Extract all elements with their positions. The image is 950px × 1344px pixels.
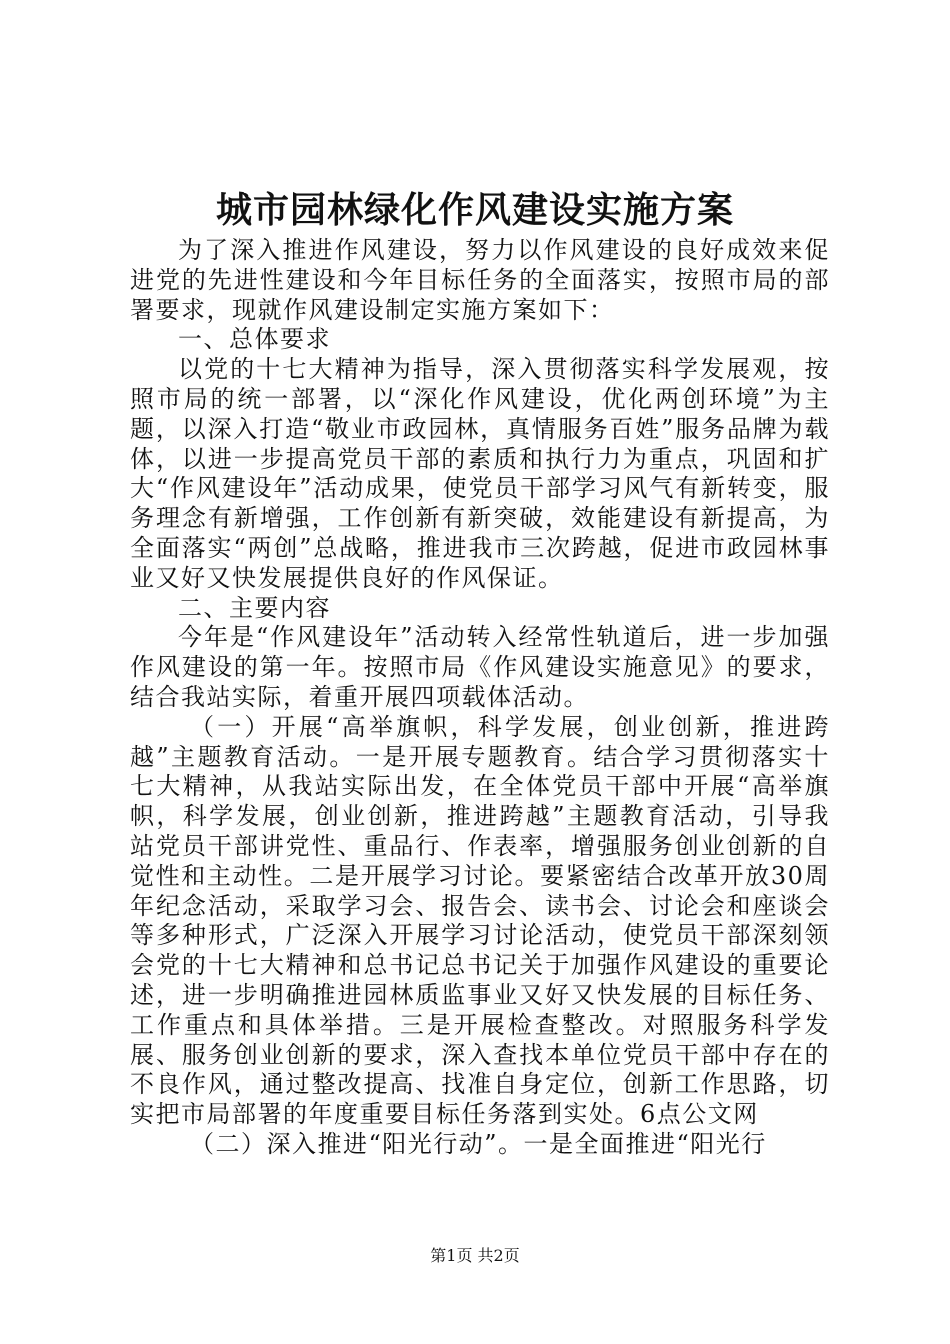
general-requirements-paragraph: 以党的十七大精神为指导，深入贯彻落实科学发展观，按照市局的统一部署，以“深化作风建设，优化两创环境”为主题，以深入打造“敬业市政园林，真情服务百姓”服务品牌为载体，以进一步提高党员干部的素质和执行力为重点，巩固和扩大“作风建设年”活动成果，使党员干部学习风气有新转变，服务理念有新增强，工作创新有新突破，效能建设有新提高，为全面落实“两创”总战略，推进我市三次跨越，促进市政园林事业又好又快发展提供良好的作风保证。 — [130, 355, 830, 592]
intro-paragraph: 为了深入推进作风建设，努力以作风建设的良好成效来促进党的先进性建设和今年目标任务的全面落实，按照市局的部署要求，现就作风建设制定实施方案如下： — [130, 236, 830, 324]
subsection-two-paragraph: （二）深入推进“阳光行动”。一是全面推进“阳光行 — [190, 1129, 767, 1158]
document-title: 城市园林绿化作风建设实施方案 — [215, 189, 734, 231]
page-number-footer: 第1页 共2页 — [430, 1246, 520, 1265]
section-heading-general-requirements: 一、总体要求 — [178, 325, 331, 354]
main-content-paragraph: 今年是“作风建设年”活动转入经常性轨道后，进一步加强作风建设的第一年。按照市局《作风建设实施意见》的要求，结合我站实际，着重开展四项载体活动。 — [130, 623, 830, 711]
section-heading-main-content: 二、主要内容 — [178, 593, 331, 622]
subsection-one-paragraph: （一）开展“高举旗帜，科学发展，创业创新，推进跨越”主题教育活动。一是开展专题教育。结合学习贯彻落实十七大精神，从我站实际出发，在全体党员干部中开展“高举旗帜，科学发展，创业创新，推进跨越”主题教育活动，引导我站党员干部讲党性、重品行、作表率，增强服务创业创新的自觉性和主动性。二是开展学习讨论。要紧密结合改革开放30周年纪念活动，采取学习会、报告会、读书会、讨论会和座谈会等多种形式，广泛深入开展学习讨论活动，使党员干部深刻领会党的十七大精神和总书记总书记关于加强作风建设的重要论述，进一步明确推进园林质监事业又好又快发展的目标任务、工作重点和具体举措。三是开展检查整改。对照服务科学发展、服务创业创新的要求，深入查找本单位党员干部中存在的不良作风，通过整改提高、找准自身定位，创新工作思路，切实把市局部署的年度重要目标任务落到实处。6点公文网 — [130, 712, 830, 1129]
document-body — [130, 236, 830, 1160]
